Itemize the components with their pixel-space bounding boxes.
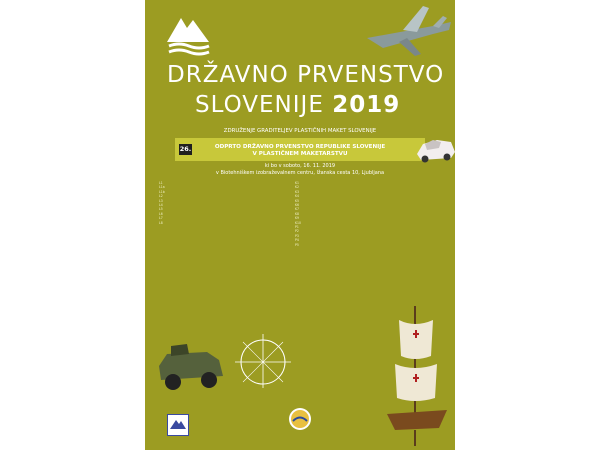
organizer: ZDRUŽENJE GRADITELJEV PLASTIČNIH MAKET SLOVENIJE	[223, 128, 377, 134]
band-line-1: ODPRTO DRŽAVNO PRVENSTVO REPUBLIKE SLOVENIJE	[214, 144, 386, 150]
category-row	[159, 221, 295, 225]
category-code: K9	[295, 216, 299, 221]
event-date: ki bo v soboto, 16. 11. 2019	[264, 163, 336, 169]
category-code: K6	[295, 203, 299, 208]
event-venue: v Biotehniškem izobraževalnem centru, Ižanska cesta 10, Ljubljana	[215, 170, 385, 176]
category-code: P2	[295, 229, 299, 234]
category-row	[295, 243, 443, 247]
category-code: P1	[295, 225, 299, 230]
category-code: L1b	[159, 189, 165, 194]
category-code: L4	[159, 203, 163, 208]
categories-right	[295, 181, 443, 247]
category-code: K2	[295, 185, 299, 190]
category-code: K4	[295, 194, 299, 199]
mountain-logo-small-icon	[168, 415, 188, 435]
category-code: L5	[159, 207, 163, 212]
category-code: P5	[295, 242, 299, 247]
category-code: L1	[159, 181, 163, 185]
category-code: P3	[295, 233, 299, 238]
category-code: K1	[295, 181, 299, 185]
mountain-logo-icon	[163, 8, 219, 58]
sailing-ship-model-icon	[379, 300, 455, 450]
sponsor-emblem-icon	[289, 408, 311, 430]
car-model-icon	[415, 130, 455, 166]
title-line-1: DRŽAVNO PRVENSTVO	[167, 62, 445, 88]
categories-left	[159, 181, 295, 225]
compass-drawing-icon	[233, 332, 297, 390]
title-year: 2019	[332, 92, 401, 118]
category-code: L6	[159, 211, 163, 216]
category-code: L7	[159, 216, 163, 221]
category-code: L1a	[159, 185, 165, 190]
band-line-2: V PLASTIČNEM MAKETARSTVU	[252, 151, 348, 157]
championship-band	[175, 138, 425, 161]
category-code: P4	[295, 238, 299, 243]
edition-number: 26.	[179, 145, 192, 153]
category-code: K3	[295, 189, 299, 194]
sponsor-logo-right	[289, 408, 311, 430]
category-code: L8	[159, 220, 163, 225]
poster	[145, 0, 455, 450]
category-code: K10	[295, 220, 301, 225]
category-code: K8	[295, 211, 299, 216]
title-line-2: SLOVENIJE 2019	[195, 92, 401, 118]
sponsor-logo-left	[167, 414, 189, 436]
military-vehicle-model-icon	[153, 338, 229, 398]
jet-plane-model-icon	[363, 0, 455, 62]
category-code: K7	[295, 207, 299, 212]
category-code: K5	[295, 198, 299, 203]
category-code: L2	[159, 194, 163, 199]
category-code: L3	[159, 198, 163, 203]
